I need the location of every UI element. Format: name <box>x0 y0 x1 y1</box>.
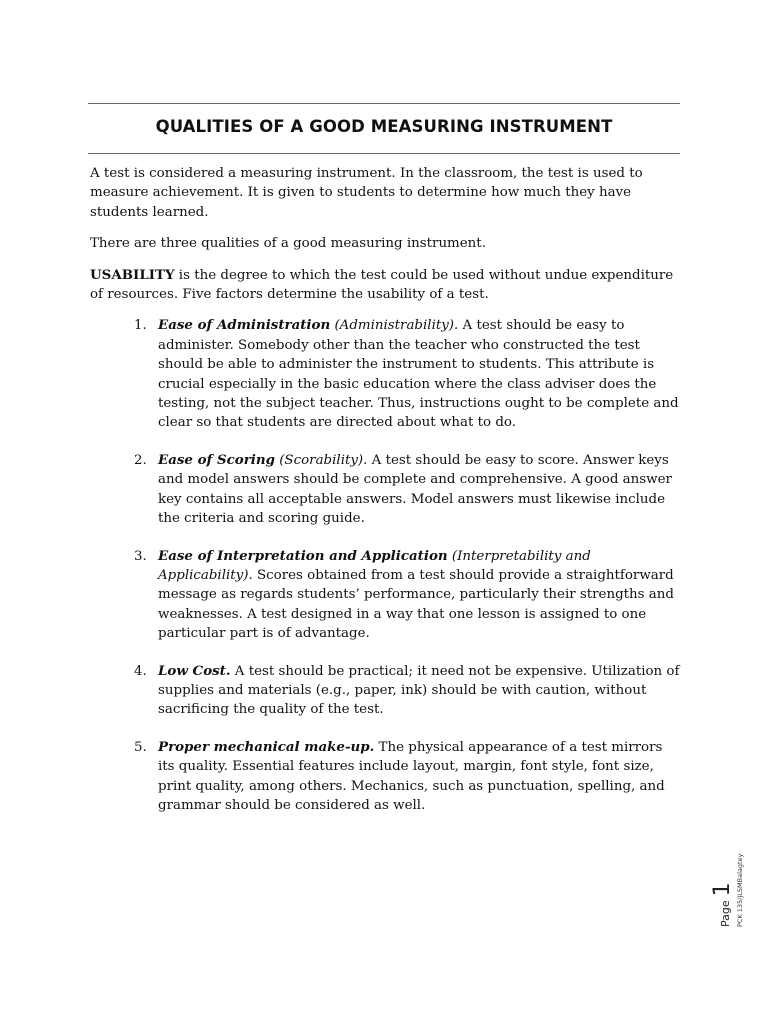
course-code: PCK 135/JLSMBalagtey <box>736 853 744 927</box>
page-label: Page <box>719 900 732 927</box>
usability-text: is the degree to which the test could be used without undue expenditure of resources. Five factors determine the usability of a test. <box>90 267 674 303</box>
usability-term: USABILITY <box>90 266 175 283</box>
page-footer <box>700 800 760 930</box>
list-item <box>90 547 682 644</box>
factor-text: Scores obtained from a test should provide a straightforward message as regards students’ performance, particularly their strengths and weaknesses. A test designed in a way that one lesson is assigned to one particular part is of advantage. <box>158 567 674 642</box>
document-body <box>90 164 682 833</box>
qualities-intro-paragraph: There are three qualities of a good measuring instrument. <box>90 236 486 252</box>
factor-name: Ease of Interpretation and Application <box>158 547 448 564</box>
factor-text: The physical appearance of a test mirrors its quality. Essential features include layout, margin, font style, font size, print quality, among others. Mechanics, such as punctuation, spelling, and grammar should be considered as well. <box>158 739 665 813</box>
list-item <box>90 316 682 432</box>
factor-alt-name: (Administrability). <box>330 318 459 334</box>
list-item-number: 3. <box>134 548 147 564</box>
factor-text: A test should be easy to administer. Somebody other than the teacher who constructed the test should be able to administer the instrument to students. This attribute is crucial especially in the basic education where the class adviser does the testing, not the subject teacher. Thus, instructions ought to be complete and clear so that students are directed about what to do. <box>158 318 679 431</box>
factor-alt-name: (Scorability). <box>274 452 368 468</box>
factor-name: Ease of Administration <box>158 317 331 334</box>
list-item-number: 5. <box>134 739 147 755</box>
list-item-number: 1. <box>134 318 147 334</box>
factor-name: Low Cost. <box>158 662 231 679</box>
factor-name: Proper mechanical make-up. <box>158 738 375 755</box>
page-number-block <box>710 882 735 927</box>
factor-text: A test should be practical; it need not be expensive. Utilization of supplies and materials (e.g., paper, ink) should be with caution, without sacrificing the quality of the test. <box>158 663 680 718</box>
page-title: QUALITIES OF A GOOD MEASURING INSTRUMENT <box>155 117 613 136</box>
list-item-number: 2. <box>134 452 147 468</box>
list-item <box>90 662 682 720</box>
list-item <box>90 738 682 816</box>
list-item <box>90 451 682 529</box>
usability-paragraph <box>90 266 682 305</box>
usability-factor-list <box>90 316 682 815</box>
intro-paragraph: A test is considered a measuring instrument. In the classroom, the test is used to measure achievement. It is given to students to determine how much they have students learned. <box>90 166 643 220</box>
title-rule-top <box>88 103 680 104</box>
factor-name: Ease of Scoring <box>158 451 275 468</box>
page-number: 1 <box>710 882 735 897</box>
factor-alt-name: (Interpretability and Applicability). <box>158 548 591 583</box>
list-item-number: 4. <box>134 663 147 679</box>
title-rule-bottom <box>88 153 680 154</box>
factor-text: A test should be easy to score. Answer keys and model answers should be complete and comprehensive. A good answer key contains all acceptable answers. Model answers must likewise include the criteria and scoring guide. <box>158 452 672 527</box>
